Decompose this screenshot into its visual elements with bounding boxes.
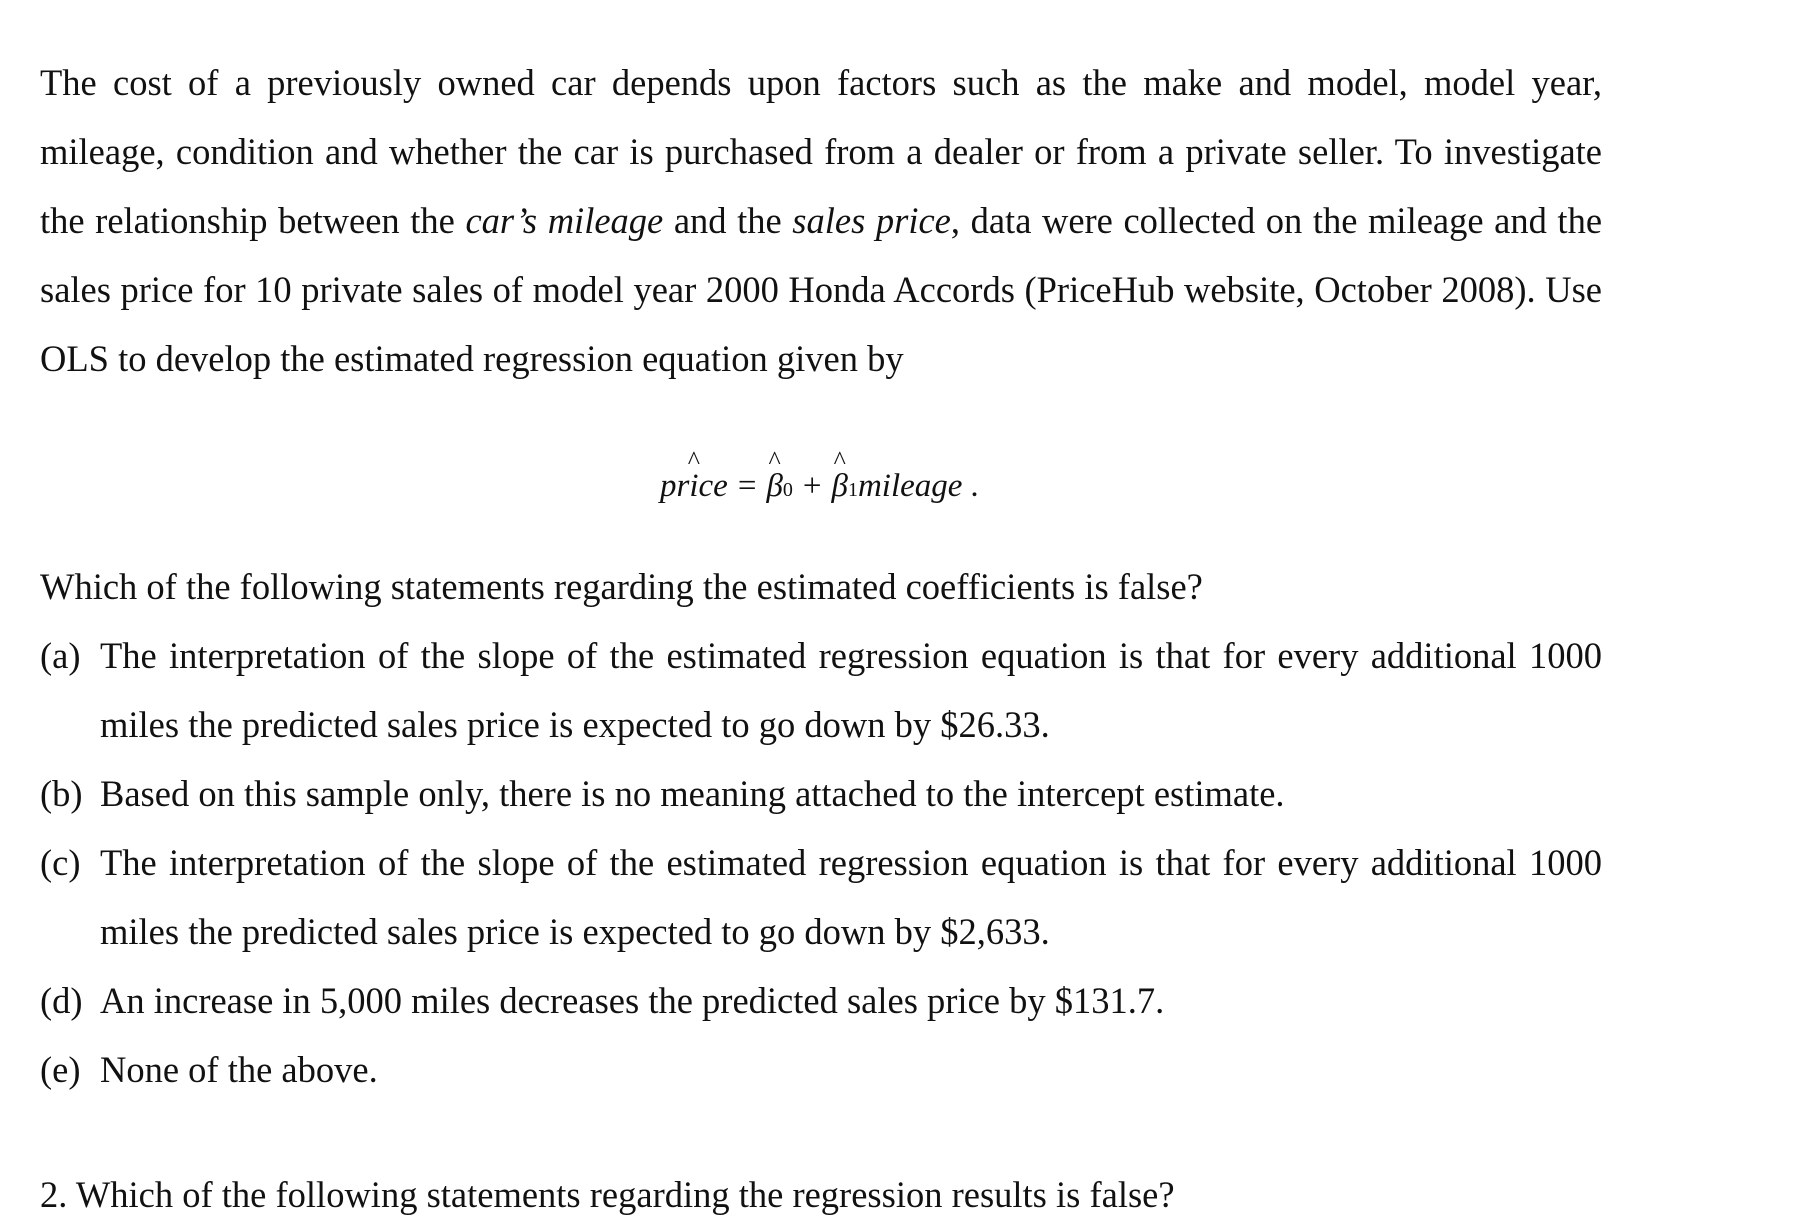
beta0-hat: ^ bbox=[768, 446, 781, 475]
question-text: Which of the following statements regarding the estimated coefficients is false? bbox=[40, 566, 1203, 607]
option-c-label: (c) bbox=[40, 842, 81, 883]
beta1-subscript: 1 bbox=[847, 479, 858, 501]
equation-regressor: mileage bbox=[857, 468, 963, 504]
option-d bbox=[40, 966, 1602, 1035]
option-a bbox=[40, 621, 1602, 759]
equation-lhs bbox=[660, 446, 728, 505]
next-question-text: 2. Which of the following statements regarding the regression results is false? bbox=[40, 1174, 1175, 1215]
intro-text-2: and the bbox=[663, 200, 793, 241]
equation-lhs-text: price bbox=[660, 468, 728, 504]
option-e-label: (e) bbox=[40, 1049, 81, 1090]
option-a-text: The interpretation of the slope of the estimated regression equation is that for every additional 1000 miles the predicted sales price is expected to go down by $26.33. bbox=[100, 635, 1602, 745]
option-e bbox=[40, 1035, 1602, 1104]
option-c bbox=[40, 828, 1602, 966]
intro-text-3: , data were collected on the mileage and the sales price for 10 private sales of model year 2000 Honda Accords (PriceHub website, October 2008). Use OLS to develop the estimated regression equation given by bbox=[40, 200, 1603, 379]
intro-italic-sales-price: sales price bbox=[792, 200, 951, 241]
option-b bbox=[40, 759, 1602, 828]
option-a-label: (a) bbox=[40, 635, 81, 676]
beta1-hat: ^ bbox=[833, 446, 846, 475]
option-e-text: None of the above. bbox=[100, 1049, 378, 1090]
beta1-symbol bbox=[831, 446, 848, 505]
lhs-hat: ^ bbox=[687, 446, 701, 475]
problem-text bbox=[40, 48, 1602, 393]
option-d-label: (d) bbox=[40, 980, 83, 1021]
option-d-text: An increase in 5,000 miles decreases the predicted sales price by $131.7. bbox=[100, 980, 1165, 1021]
beta0-subscript: 0 bbox=[782, 479, 793, 501]
regression-equation bbox=[660, 446, 979, 505]
intro-paragraph bbox=[40, 48, 1602, 393]
intro-italic-mileage: car’s mileage bbox=[465, 200, 664, 241]
beta0-symbol bbox=[766, 446, 783, 505]
beta0-letter: β bbox=[766, 468, 783, 504]
beta1-letter: β bbox=[831, 468, 848, 504]
equation-period: . bbox=[970, 468, 979, 504]
option-c-text: The interpretation of the slope of the estimated regression equation is that for every additional 1000 miles the predicted sales price is expected to go down by $2,633. bbox=[100, 842, 1602, 952]
answer-options bbox=[40, 621, 1602, 1104]
plus-sign: + bbox=[802, 468, 822, 504]
option-b-label: (b) bbox=[40, 773, 83, 814]
equals-sign: = bbox=[737, 468, 757, 504]
intro-text-1: The cost of a previously owned car depends upon factors such as the make and model, model year, mileage, condition and whether the car is purchased from a dealer or from a private seller. To investigate the relationship between the bbox=[40, 62, 1602, 241]
option-b-text: Based on this sample only, there is no meaning attached to the intercept estimate. bbox=[100, 773, 1285, 814]
